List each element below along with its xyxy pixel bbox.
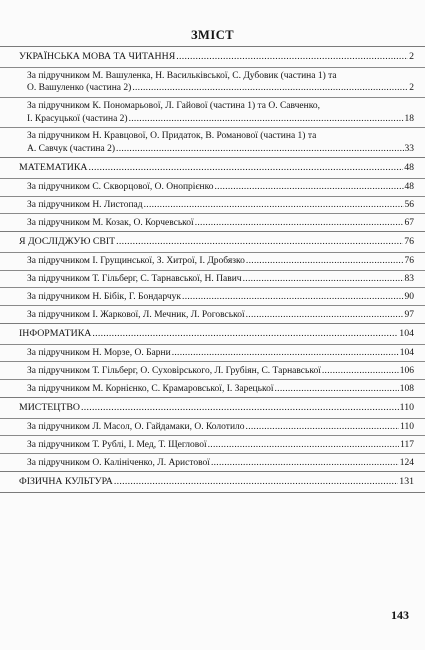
section-heading-row[interactable] bbox=[0, 51, 425, 64]
section-title: ФІЗИЧНА КУЛЬТУРА bbox=[19, 475, 113, 487]
entry-text: За підручником М. Корнієнко, С. Крамаровської, І. Зарецької bbox=[27, 383, 274, 394]
dot-leader bbox=[81, 402, 399, 415]
dot-leader bbox=[246, 421, 400, 433]
dot-leader bbox=[132, 82, 408, 94]
dot-leader bbox=[114, 476, 398, 489]
entry-text-line1: За підручником М. Вашуленка, Н. Васильківської, С. Дубовик (частина 1) та bbox=[27, 70, 337, 81]
dot-leader bbox=[144, 199, 404, 211]
entry-page: 56 bbox=[404, 199, 414, 210]
entry-page: 18 bbox=[404, 113, 414, 124]
toc-entry[interactable] bbox=[0, 97, 425, 127]
entry-page: 76 bbox=[404, 256, 414, 267]
entry-text: За підручником І. Грущинської, З. Хитрої, І. Дробязко bbox=[27, 256, 245, 267]
dot-leader bbox=[116, 236, 403, 249]
toc-entry[interactable] bbox=[0, 287, 425, 305]
toc-entry[interactable] bbox=[0, 213, 425, 231]
section-title: МИСТЕЦТВО bbox=[19, 401, 80, 413]
toc-entry[interactable] bbox=[0, 196, 425, 214]
toc-entry[interactable] bbox=[0, 379, 425, 397]
entry-page: 110 bbox=[400, 421, 414, 432]
toc-section bbox=[0, 46, 425, 157]
toc-entry[interactable] bbox=[0, 418, 425, 436]
toc-section bbox=[0, 157, 425, 231]
toc-entry[interactable] bbox=[0, 361, 425, 379]
dot-leader bbox=[211, 457, 399, 469]
section-heading-row[interactable] bbox=[0, 476, 425, 489]
section-title: МАТЕМАТИКА bbox=[19, 162, 88, 174]
entry-text: За підручником О. Калініченко, Л. Аристової bbox=[27, 457, 210, 468]
toc-section bbox=[0, 397, 425, 471]
dot-leader bbox=[275, 383, 399, 395]
entry-page: 33 bbox=[404, 143, 414, 154]
dot-leader bbox=[116, 143, 403, 155]
entry-page: 108 bbox=[399, 383, 414, 394]
section-title: УКРАЇНСЬКА МОВА ТА ЧИТАННЯ bbox=[19, 51, 176, 62]
entry-text-line2: А. Савчук (частина 2) bbox=[27, 143, 116, 154]
entry-text: За підручником Т. Гільберг, С. Тарнавської, Н. Павич bbox=[27, 273, 242, 284]
section-page: 2 bbox=[409, 51, 414, 62]
toc-entry[interactable] bbox=[0, 305, 425, 323]
section-heading-row[interactable] bbox=[0, 402, 425, 415]
page-number: 143 bbox=[391, 608, 409, 622]
toc-entry[interactable] bbox=[0, 435, 425, 453]
toc-entry[interactable] bbox=[0, 344, 425, 362]
entry-text: За підручником С. Скворцової, О. Онопрієнко bbox=[27, 182, 214, 193]
dot-leader bbox=[195, 217, 404, 229]
toc-section bbox=[0, 323, 425, 397]
section-title: Я ДОСЛІДЖУЮ СВІТ bbox=[19, 236, 116, 248]
entry-text: За підручником Л. Масол, О. Гайдамаки, О. Колотило bbox=[27, 421, 245, 432]
entry-text-line2: О. Вашуленко (частина 2) bbox=[27, 83, 132, 94]
dot-leader bbox=[243, 273, 404, 285]
section-heading-row[interactable] bbox=[0, 236, 425, 249]
entry-text-line1: За підручником Н. Кравцової, О. Придаток, В. Романової (частина 1) та bbox=[27, 131, 317, 142]
section-page: 48 bbox=[404, 162, 414, 174]
dot-leader bbox=[246, 255, 404, 267]
table-of-contents bbox=[0, 46, 425, 493]
toc-section bbox=[0, 471, 425, 493]
dot-leader bbox=[208, 439, 400, 451]
toc-title: ЗМІСТ bbox=[190, 28, 235, 42]
dot-leader bbox=[176, 51, 408, 64]
dot-leader bbox=[172, 347, 399, 359]
section-page: 110 bbox=[399, 401, 414, 413]
entry-page: 83 bbox=[404, 273, 414, 284]
entry-page: 104 bbox=[399, 347, 414, 358]
entry-text: За підручником Н. Морзе, О. Барни bbox=[27, 347, 171, 358]
toc-entry[interactable] bbox=[0, 127, 425, 157]
entry-page: 117 bbox=[400, 439, 414, 450]
section-heading-row[interactable] bbox=[0, 162, 425, 175]
toc-entry[interactable] bbox=[0, 252, 425, 270]
entry-text: За підручником І. Жаркової, Л. Мечник, Л. Роговської bbox=[27, 309, 245, 320]
dot-leader bbox=[215, 181, 404, 193]
entry-text: За підручником Т. Рублі, І. Мед, Т. Щеглової bbox=[27, 439, 207, 450]
section-heading-row[interactable] bbox=[0, 328, 425, 341]
entry-page: 97 bbox=[404, 309, 414, 320]
toc-entry[interactable] bbox=[0, 453, 425, 471]
dot-leader bbox=[129, 113, 404, 125]
dot-leader bbox=[89, 162, 404, 175]
section-page: 131 bbox=[399, 475, 414, 487]
entry-page: 48 bbox=[404, 182, 414, 193]
toc-entry[interactable] bbox=[0, 270, 425, 288]
section-title: ІНФОРМАТИКА bbox=[19, 327, 92, 339]
dot-leader bbox=[246, 309, 404, 321]
toc-entry[interactable] bbox=[0, 67, 425, 97]
dot-leader bbox=[182, 291, 403, 303]
entry-text: За підручником Н. Бібік, Г. Бондарчук bbox=[27, 291, 182, 302]
entry-page: 67 bbox=[404, 217, 414, 228]
entry-text-line2: І. Красуцької (частина 2) bbox=[27, 113, 128, 124]
entry-text: За підручником Н. Листопад bbox=[27, 199, 143, 210]
entry-page: 2 bbox=[409, 83, 414, 94]
entry-page: 106 bbox=[399, 365, 414, 376]
entry-text: За підручником Т. Гільберг, О. Суховірського, Л. Грубіян, С. Тарнавської bbox=[27, 365, 321, 376]
dot-leader bbox=[322, 365, 399, 377]
section-page: 104 bbox=[399, 327, 414, 339]
toc-section bbox=[0, 231, 425, 323]
dot-leader bbox=[92, 328, 398, 341]
entry-text-line1: За підручником К. Пономарьової, Л. Гайової (частина 1) та О. Савченко, bbox=[27, 101, 320, 112]
section-page: 76 bbox=[404, 236, 414, 248]
toc-entry[interactable] bbox=[0, 178, 425, 196]
entry-page: 90 bbox=[404, 291, 414, 302]
entry-page: 124 bbox=[399, 457, 414, 468]
entry-text: За підручником М. Козак, О. Корчевської bbox=[27, 217, 194, 228]
